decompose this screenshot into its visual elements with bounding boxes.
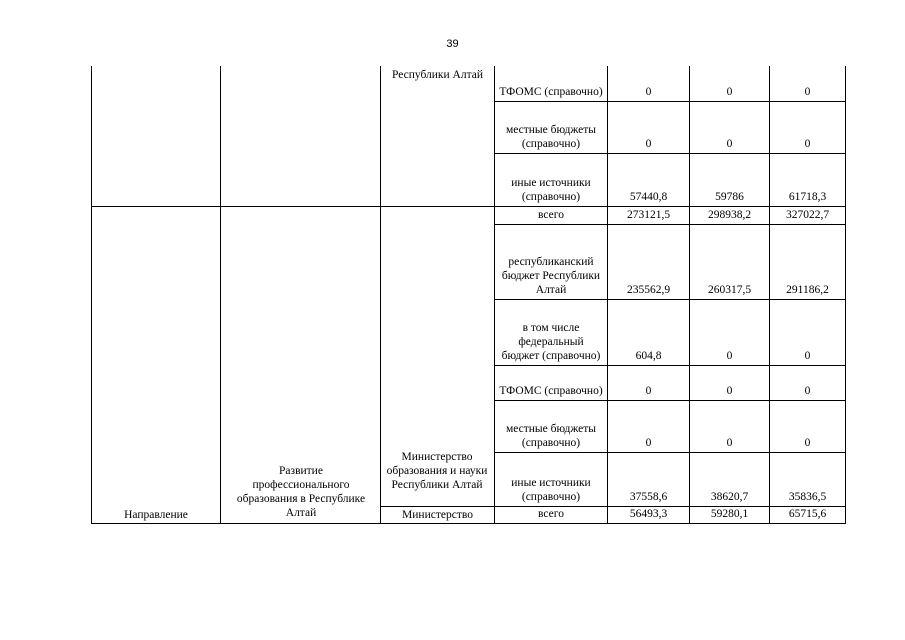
table-border-left	[91, 66, 92, 524]
col-divider-1	[220, 66, 221, 524]
value-cell: 0	[726, 138, 733, 150]
source-cell: ТФОМС (справочно)	[499, 86, 603, 98]
section-divider	[91, 206, 846, 207]
executor-cell: Министерство образования и науки Республики Алтай	[386, 451, 488, 491]
col-divider-2	[380, 66, 381, 524]
source-cell: местные бюджеты (справочно)	[505, 423, 597, 449]
value-cell: 0	[726, 350, 733, 362]
row-divider	[494, 153, 846, 154]
value-cell: 57440,8	[629, 191, 668, 203]
executor-cell: Республики Алтай	[391, 69, 484, 81]
direction-name-cell: Развитие профессионального образования в Республике Алтай	[236, 465, 366, 519]
value-cell: 0	[804, 86, 811, 98]
value-cell: 273121,5	[626, 209, 671, 221]
value-cell: 0	[645, 138, 652, 150]
value-cell: 298938,2	[707, 209, 752, 221]
row-divider	[494, 452, 846, 453]
value-cell: 61718,3	[788, 191, 827, 203]
row-divider	[494, 299, 846, 300]
source-cell: всего	[538, 508, 564, 520]
budget-table	[91, 66, 845, 524]
source-cell: в том числе федеральный бюджет (справочно)	[501, 322, 601, 362]
value-cell: 0	[804, 138, 811, 150]
value-cell: 235562,9	[626, 284, 671, 296]
value-cell: 56493,3	[629, 508, 668, 520]
direction-type-cell: Направление	[124, 509, 188, 521]
source-cell: иные источники (справочно)	[511, 477, 591, 503]
value-cell: 38620,7	[710, 491, 749, 503]
value-cell: 65715,6	[788, 508, 827, 520]
page-number: 39	[446, 38, 459, 50]
source-cell: всего	[538, 209, 564, 221]
value-cell: 0	[645, 385, 652, 397]
value-cell: 59786	[715, 191, 744, 203]
value-cell: 0	[726, 86, 733, 98]
row-divider	[494, 400, 846, 401]
value-cell: 35836,5	[788, 491, 827, 503]
row-divider	[494, 224, 846, 225]
value-cell: 260317,5	[707, 284, 752, 296]
source-cell: республиканский бюджет Республики Алтай	[501, 256, 601, 296]
source-cell: ТФОМС (справочно)	[499, 385, 603, 397]
value-cell: 0	[726, 385, 733, 397]
value-cell: 0	[726, 437, 733, 449]
value-cell: 327022,7	[785, 209, 830, 221]
value-cell: 0	[804, 385, 811, 397]
value-cell: 0	[645, 437, 652, 449]
value-cell: 291186,2	[786, 284, 829, 296]
row-divider	[494, 101, 846, 102]
source-cell: местные бюджеты (справочно)	[505, 124, 597, 150]
value-cell: 0	[804, 437, 811, 449]
value-cell: 59280,1	[710, 508, 749, 520]
table-border-bottom	[91, 523, 846, 524]
row-divider	[494, 365, 846, 366]
executor-cell: Министерство	[402, 509, 473, 521]
source-cell: иные источники (справочно)	[511, 177, 591, 203]
value-cell: 604,8	[635, 350, 662, 362]
table-border-right	[845, 66, 846, 524]
value-cell: 0	[645, 86, 652, 98]
value-cell: 0	[804, 350, 811, 362]
value-cell: 37558,6	[629, 491, 668, 503]
